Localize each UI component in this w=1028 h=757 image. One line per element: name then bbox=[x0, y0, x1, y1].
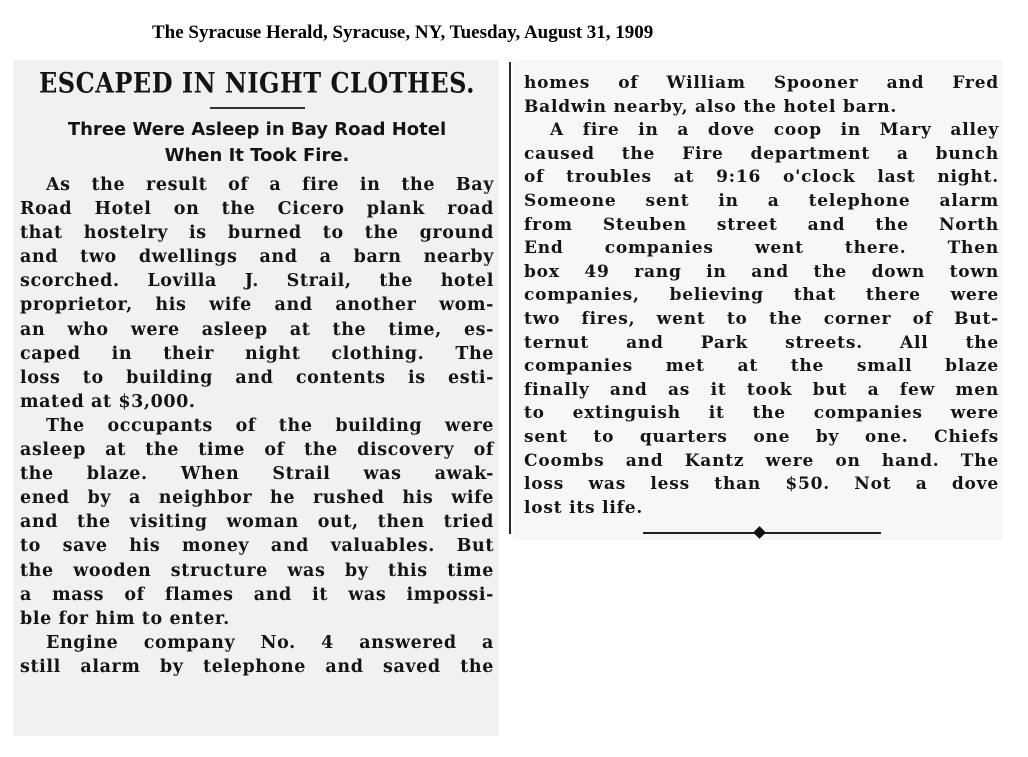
text-line: A fire in a dove coop in Mary alley bbox=[550, 120, 999, 141]
text-line: loss was less than $50. Not a dove bbox=[524, 474, 999, 495]
text-line: ened by a neighbor he rushed his wife bbox=[20, 488, 494, 509]
text-line: to extinguish it the companies were bbox=[524, 403, 999, 424]
text-line: finally and as it took but a few men bbox=[524, 379, 999, 400]
text-line: companies, believing that there were bbox=[524, 285, 999, 306]
text-line: a mass of flames and it was impossi- bbox=[20, 584, 494, 605]
text-line: Baldwin nearby, also the hotel barn. bbox=[524, 96, 898, 117]
text-line: that hostelry is burned to the ground bbox=[20, 223, 494, 244]
text-line: proprietor, his wife and another wom- bbox=[20, 295, 494, 316]
text-line: Coombs and Kantz were on hand. The bbox=[524, 450, 999, 471]
text-line: Someone sent in a telephone alarm bbox=[524, 190, 999, 211]
text-line: loss to building and contents is esti- bbox=[20, 367, 494, 388]
text-line: Engine company No. 4 answered a bbox=[46, 632, 494, 653]
subhead-line: When It Took Fire. bbox=[164, 145, 350, 166]
text-line: still alarm by telephone and saved the bbox=[20, 656, 494, 677]
text-line: lost its life. bbox=[524, 497, 644, 518]
headline-rule bbox=[210, 107, 305, 109]
text-line: scorched. Lovilla J. Strail, the hotel bbox=[20, 271, 494, 292]
text-line: companies met at the small blaze bbox=[524, 356, 999, 377]
text-line: box 49 rang in and the down town bbox=[524, 261, 999, 282]
article-column-left bbox=[20, 62, 494, 679]
text-line: the wooden structure was by this time bbox=[20, 560, 494, 581]
text-line: caped in their night clothing. The bbox=[20, 343, 494, 364]
text-line: and the visiting woman out, then tried bbox=[20, 512, 494, 533]
text-line: and two dwellings and a barn nearby bbox=[20, 247, 494, 268]
text-line: from Steuben street and the North bbox=[524, 214, 999, 235]
newspaper-citation-caption: The Syracuse Herald, Syracuse, NY, Tuesday, August 31, 1909 bbox=[152, 22, 654, 43]
subhead-line: Three Were Asleep in Bay Road Hotel bbox=[67, 119, 447, 140]
text-line: the blaze. When Strail was awak- bbox=[20, 464, 494, 485]
article-column-right bbox=[524, 72, 999, 534]
article-subhead bbox=[20, 117, 494, 169]
text-line: of troubles at 9:16 o'clock last night. bbox=[524, 167, 999, 188]
text-line: two fires, went to the corner of But- bbox=[524, 308, 999, 329]
text-line: to save his money and valuables. But bbox=[20, 536, 494, 557]
text-line: As the result of a fire in the Bay bbox=[46, 175, 494, 195]
article-body-left bbox=[20, 173, 494, 679]
text-line: caused the Fire department a bunch bbox=[524, 143, 999, 164]
text-line: ternut and Park streets. All the bbox=[524, 332, 999, 353]
text-line: End companies went there. Then bbox=[524, 238, 999, 259]
text-line: sent to quarters one by one. Chiefs bbox=[524, 426, 999, 447]
text-line: homes of William Spooner and Fred bbox=[524, 73, 999, 93]
text-line: The occupants of the building were bbox=[46, 415, 494, 436]
text-line: an who were asleep at the time, es- bbox=[20, 319, 494, 340]
text-line: asleep at the time of the discovery of bbox=[20, 440, 494, 461]
article-end-rule bbox=[643, 532, 881, 534]
text-line: ble for him to enter. bbox=[20, 608, 230, 629]
column-divider bbox=[509, 62, 511, 534]
article-headline: ESCAPED IN NIGHT CLOTHES. bbox=[39, 65, 475, 100]
text-line: Road Hotel on the Cicero plank road bbox=[20, 199, 494, 220]
text-line: mated at $3,000. bbox=[20, 391, 196, 412]
